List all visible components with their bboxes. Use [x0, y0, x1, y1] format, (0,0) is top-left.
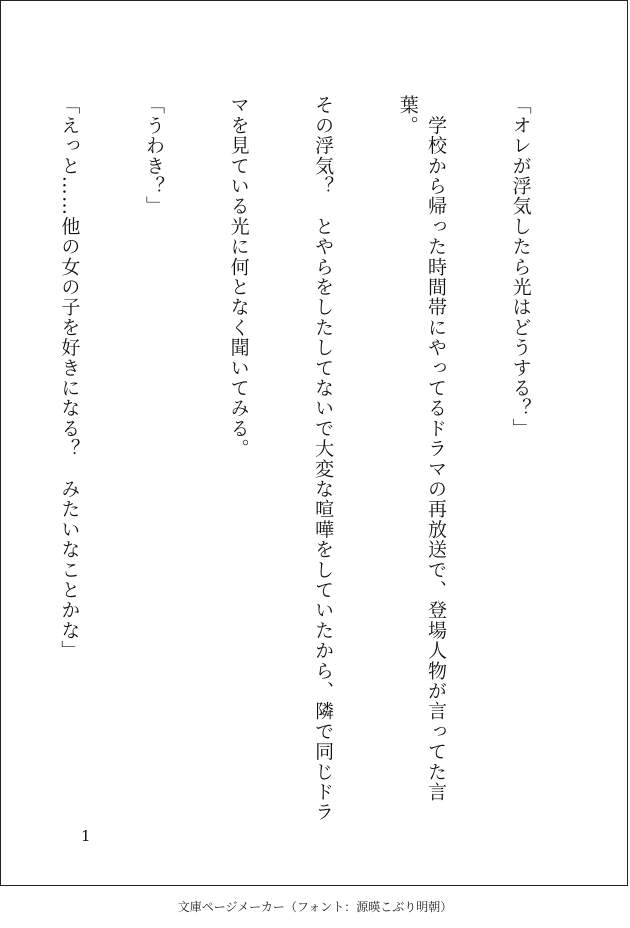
footer-caption: 文庫ページメーカー（フォント：源暎こぶり明朝） — [177, 900, 453, 914]
text-line: その浮気？ とやらをしたしてないで大変な喧嘩をしていたから、隣で同じドラ — [312, 95, 335, 823]
text-line: 学校から帰った時間帯にやってるドラマの再放送で、登場人物が言ってた言葉。 — [396, 95, 447, 802]
text-line: マを見ている光に何となく聞いてみる。 — [227, 95, 250, 459]
page-number: 1 — [81, 827, 91, 845]
text-line: 「えっと……他の女の子を好きになる？ みたいなことかな」 — [58, 95, 81, 661]
vertical-body-text — [26, 95, 591, 835]
text-line: 「うわき？」 — [142, 95, 165, 217]
text-line: 「オレが浮気したら光はどうする？」 — [509, 95, 532, 439]
